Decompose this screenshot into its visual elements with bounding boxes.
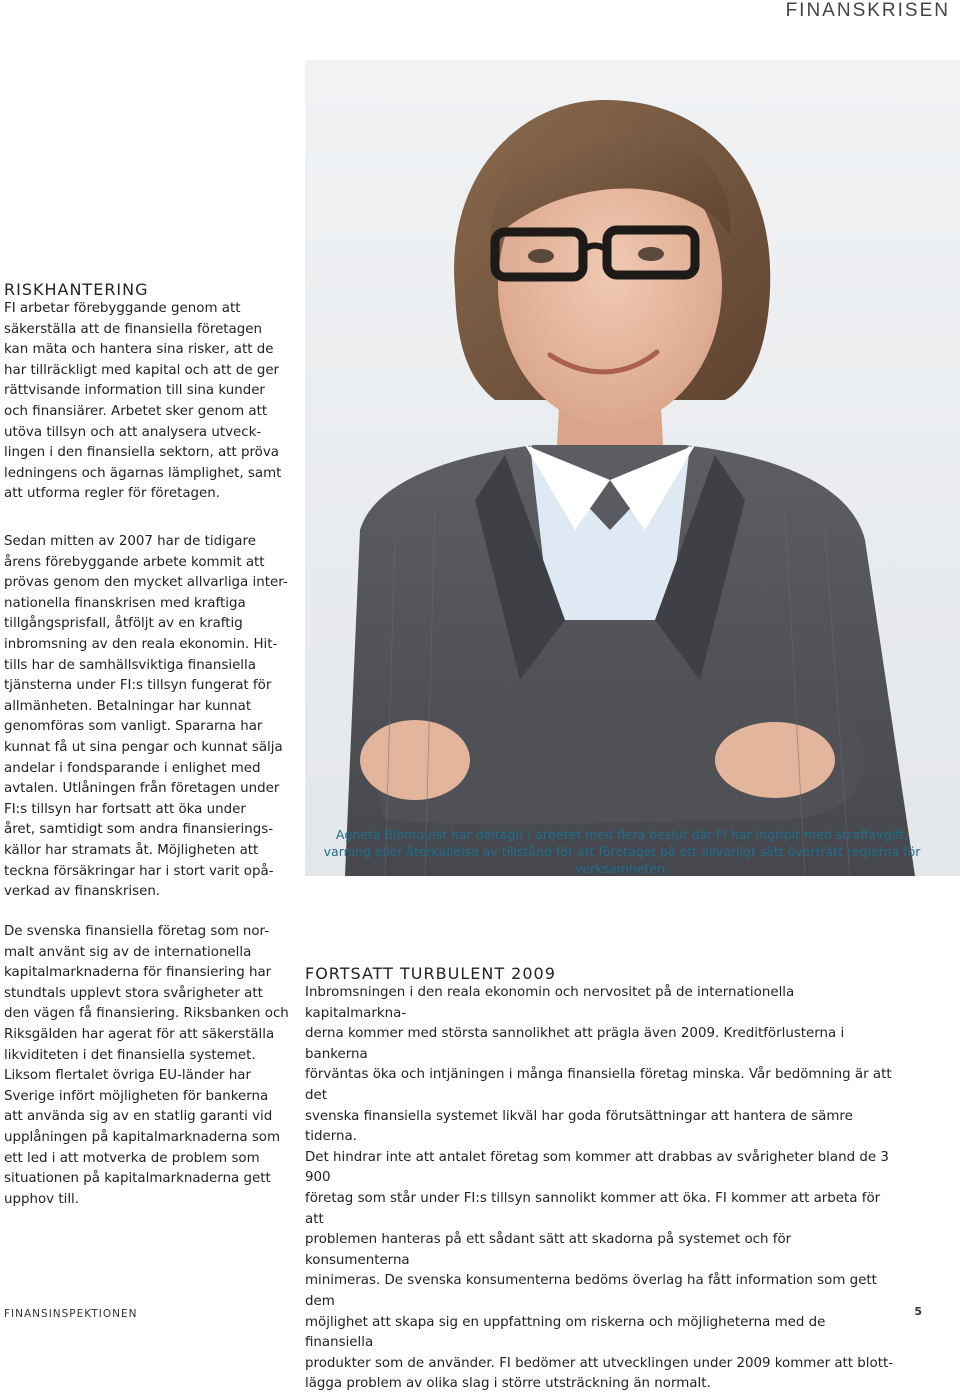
section-riskhantering	[4, 280, 294, 505]
section-fortsatt-turbulent	[305, 964, 895, 1395]
section-heading-turbulent: FORTSATT TURBULENT 2009	[305, 964, 556, 983]
footer-organization: FINANSINSPEKTIONEN	[4, 1308, 138, 1320]
section-heading-riskhantering: RISKHANTERING	[4, 280, 149, 299]
portrait-photo	[305, 60, 960, 876]
paragraph-turbulent: Inbromsningen i den reala ekonomin och nervositet på de internationella kapitalmarkna- derna kommer med största sannolikhet att prägla även 2009. Kreditförlusterna i bankerna förväntas öka och intjäningen i många finansiella företag minska. Vår bedömning är att det svenska finansiella systemet likväl har goda förutsättningar att hantera de sämre tiderna. Det hindrar inte att antalet företag som kommer att drabbas av svårigheter bland de 3 900 företag som står under FI:s tillsyn sannolikt kommer att öka. FI kommer att arbeta för att problemen hanteras på ett sådant sätt att skadorna på systemet och för konsumenterna minimeras. De svenska konsumenterna bedöms överlag ha fått information som gett dem möjlighet att skapa sig en uppfattning om riskerna och möjligheterna med de finansiella produkter som de använder. FI bedömer att utvecklingen under 2009 kommer att blott- lägga problem av olika slag i större utsträckning än normalt.	[305, 985, 894, 1392]
paragraph-svenska: De svenska finansiella företag som nor- malt använt sig av de internationella kapitalmarknaderna för finansiering har stundtals upplevt stora svårigheter att den vägen få finansiering. Riksbanken och Riksgälden har agerat för att säkerställa likviditeten i det finansiella systemet. Liksom flertalet övriga EU-länder har Sverige infört möjligheten för bankerna att använda sig av en statlig garanti vid upplåningen på kapitalmarknaderna som ett led i att motverka de problem som situationen på kapitalmarknaderna gett upphov till.	[4, 924, 289, 1207]
photo-caption: Agneta Blomquist har deltagit i arbetet med flera beslut där FI har ingripit med straffavgift, varning eller återkallelse av tillstånd för att företaget på ett allvarligt sätt överträtt reglerna för verksamheten.	[323, 827, 921, 876]
paragraph-riskhantering: FI arbetar förebyggande genom att säkerställa att de finansiella företagen kan mäta och hantera sina risker, att de har tillräckligt med kapital och att de ger rättvisande information till sina kunder och finansiärer. Arbetet sker genom att utöva tillsyn och att analysera utveck- lingen i den finansiella sektorn, att pröva ledningens och ägarnas lämplighet, samt att utforma regler för företagen.	[4, 301, 282, 502]
section-svenska	[4, 922, 294, 1210]
running-header-title: FINANSKRISEN	[785, 0, 950, 21]
paragraph-sedan: Sedan mitten av 2007 har de tidigare årens förebyggande arbete kommit att prövas genom den mycket allvarliga inter- nationella finanskrisen med kraftiga tillgångsprisfall, åtföljt av en kraftig inbromsning av den reala ekonomin. Hit- tills har de samhällsviktiga finansiella tjänsterna under FI:s tillsyn fungerat för allmänheten. Betalningar har kunnat genomföras som vanligt. Spararna har kunnat få ut sina pengar och kunnat sälja andelar i fondsparande i enlighet med avtalen. Utlåningen från företagen under FI:s tillsyn har fortsatt att öka under året, samtidigt som andra finansierings- källor har stramats åt. Möjligheten att teckna försäkringar har i stort varit opå- verkad av finanskrisen.	[4, 534, 288, 900]
section-sedan	[4, 532, 294, 903]
page-number: 5	[914, 1305, 922, 1318]
